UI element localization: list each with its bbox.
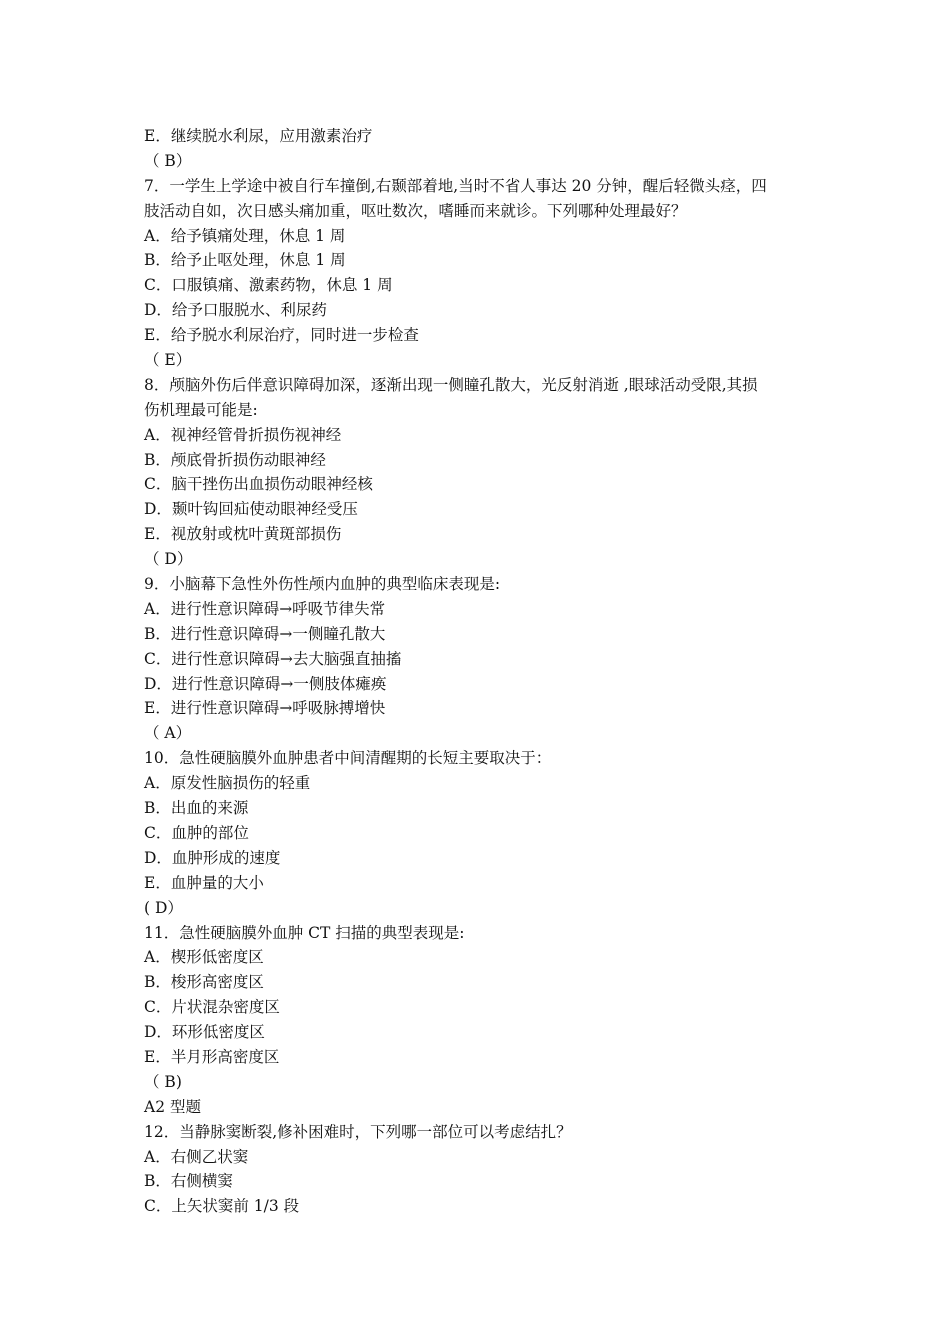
text-line: A．进行性意识障碍→呼吸节律失常	[144, 599, 386, 618]
text-line: C．上矢状窦前 1/3 段	[144, 1197, 300, 1216]
document-body	[144, 124, 812, 1219]
text-line: E．视放射或枕叶黄斑部损伤	[144, 525, 342, 544]
text-line: （ A）	[144, 724, 192, 743]
text-line: D．环形低密度区	[144, 1023, 265, 1042]
text-line: 7．一学生上学途中被自行车撞倒,右颞部着地,当时不省人事达 20 分钟，醒后轻微头痉，四	[144, 176, 767, 195]
text-line: （ E）	[144, 351, 192, 370]
text-line: 10．急性硬脑膜外血肿患者中间清醒期的长短主要取决于：	[144, 749, 552, 768]
text-line: E．半月形高密度区	[144, 1047, 280, 1066]
text-line: （ D）	[144, 550, 193, 569]
text-line: A．原发性脑损伤的轻重	[144, 774, 311, 793]
text-line: 伤机理最可能是:	[144, 400, 258, 419]
text-line: 11．急性硬脑膜外血肿 CT 扫描的典型表现是:	[144, 923, 465, 942]
text-line: C．脑干挫伤出血损伤动眼神经核	[144, 475, 373, 494]
text-line: B．右侧横窦	[144, 1172, 233, 1191]
text-line: E．血肿量的大小	[144, 873, 264, 892]
text-line: 12．当静脉窦断裂,修补困难时，下列哪一部位可以考虑结扎？	[144, 1122, 572, 1141]
text-line: C．片状混杂密度区	[144, 998, 280, 1017]
text-line: C．血肿的部位	[144, 823, 249, 842]
text-line: A．给予镇痛处理，休息 1 周	[144, 226, 346, 245]
text-line: A．楔形低密度区	[144, 948, 264, 967]
text-line: C．进行性意识障碍→去大脑强直抽搐	[144, 649, 402, 668]
text-line: A2 型题	[144, 1097, 201, 1116]
text-line: 9．小脑幕下急性外伤性颅内血肿的典型临床表现是:	[144, 575, 501, 594]
text-line: 8．颅脑外伤后伴意识障碍加深，逐渐出现一侧瞳孔散大，光反射消逝 ,眼球活动受限,其损	[144, 375, 758, 394]
text-line: D．颞叶钩回疝使动眼神经受压	[144, 500, 358, 519]
text-line: A．右侧乙状窦	[144, 1147, 249, 1166]
text-line: B．颅底骨折损伤动眼神经	[144, 450, 326, 469]
text-line: D．进行性意识障碍→一侧肢体瘫痪	[144, 674, 387, 693]
text-line: ( D）	[144, 898, 183, 917]
text-line: C．口服镇痛、激素药物，休息 1 周	[144, 276, 393, 295]
text-line: B．出血的来源	[144, 799, 249, 818]
text-line: E．继续脱水利尿，应用激素治疗	[144, 127, 373, 145]
text-line: E．进行性意识障碍→呼吸脉搏增快	[144, 699, 386, 718]
text-line: B．梭形高密度区	[144, 973, 264, 992]
text-line: 肢活动自如，次日感头痛加重，呕吐数次，嗜睡而来就诊。下列哪种处理最好？	[144, 201, 687, 220]
text-line: D．血肿形成的速度	[144, 848, 281, 867]
text-line: E．给予脱水利尿治疗，同时进一步检查	[144, 326, 419, 345]
text-line: D．给予口服脱水、利尿药	[144, 301, 327, 320]
text-line: B．进行性意识障碍→一侧瞳孔散大	[144, 624, 386, 643]
text-line: B．给予止呕处理，休息 1 周	[144, 251, 346, 270]
text-line: A．视神经管骨折损伤视神经	[144, 425, 342, 444]
text-line: （ B)	[144, 1072, 182, 1091]
text-line: （ B）	[144, 151, 192, 170]
